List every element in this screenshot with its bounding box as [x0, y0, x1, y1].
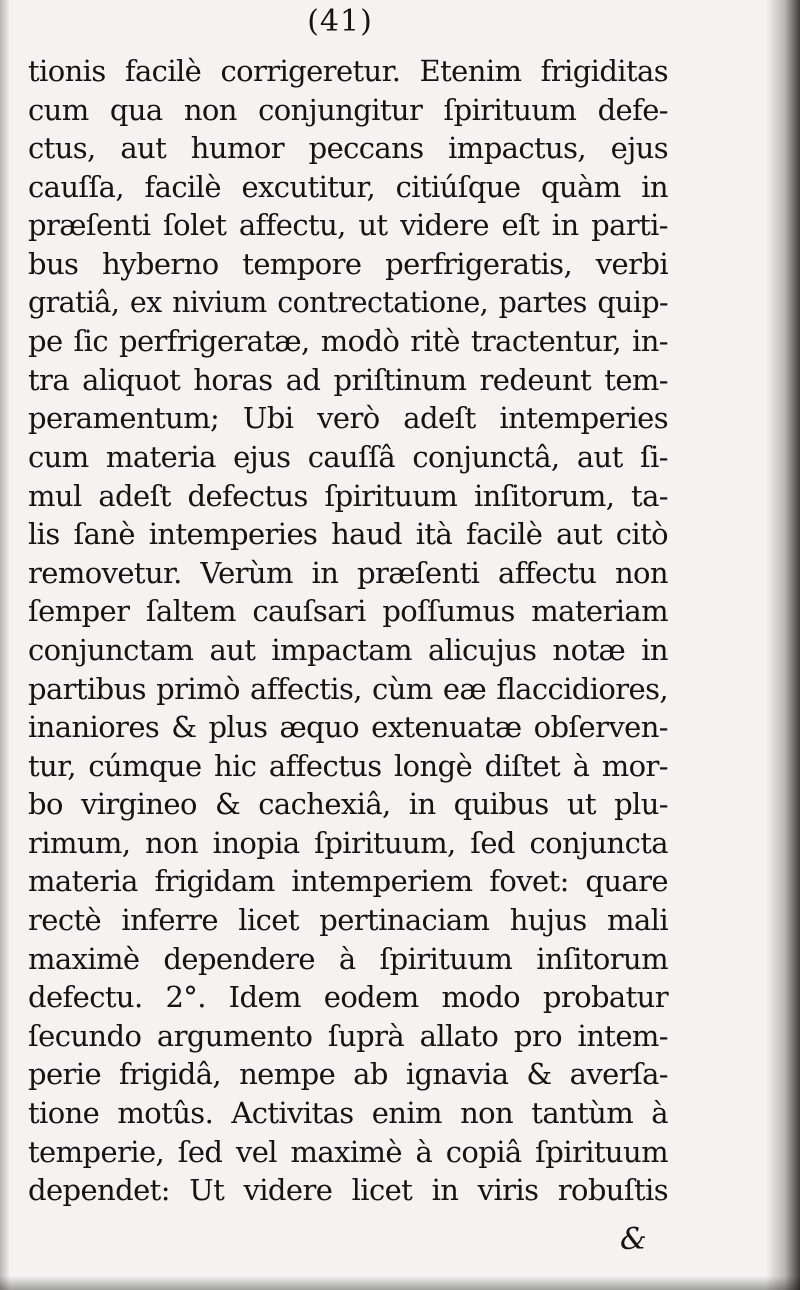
text-line: maximè dependere à ſpirituum inſitorum — [28, 941, 668, 976]
text-line: tione motûs. Activitas enim non tantùm à — [28, 1096, 668, 1131]
text-line: præſenti ſolet affectu, ut videre eſt in parti- — [28, 208, 668, 243]
text-line: ſemper ſaltem cauſsari poſſumus materiam — [28, 594, 668, 629]
text-line: cum materia ejus cauſſâ conjunctâ, aut ſi- — [28, 439, 668, 474]
text-line: perie frigidâ, nempe ab ignavia & averſa- — [28, 1057, 668, 1092]
text-line: bus hyberno tempore perfrigeratis, verbi — [28, 246, 668, 281]
text-line: conjunctam aut impactam alicujus notæ in — [28, 632, 668, 667]
text-line: peramentum; Ubi verò adeſt intemperies — [28, 401, 668, 436]
text-line: tur, cúmque hic affectus longè diſtet à mor- — [28, 748, 668, 783]
text-line: tionis facilè corrigeretur. Etenim frigiditas — [28, 54, 668, 88]
text-line: materia frigidam intemperiem fovet: quare — [28, 864, 668, 899]
text-line: mul adeſt defectus ſpirituum inſitorum, ta- — [28, 478, 668, 513]
page-left-edge-shadow — [0, 0, 10, 1290]
page-right-edge-shadow — [766, 0, 800, 1290]
text-line: ctus, aut humor peccans impactus, ejus — [28, 131, 668, 166]
text-line: tra aliquot horas ad priſtinum redeunt tem- — [28, 362, 668, 397]
text-line: temperie, ſed vel maximè à copiâ ſpirituum — [28, 1134, 668, 1169]
catchword: & — [620, 1222, 647, 1257]
text-line: cum qua non conjungitur ſpirituum defe- — [28, 92, 668, 127]
text-line: gratiâ, ex nivium contrectatione, partes quip- — [28, 285, 668, 319]
text-line: rimum, non inopia ſpirituum, ſed conjuncta — [28, 825, 668, 860]
text-line: lis ſanè intemperies haud ità facilè aut citò — [28, 517, 668, 552]
text-line: removetur. Verùm in præſenti affectu non — [28, 555, 668, 590]
text-line: inaniores & plus æquo extenuatæ obſerven- — [28, 710, 668, 745]
text-line: pe ſic perfrigeratæ, modò ritè tractentur, in- — [28, 324, 668, 359]
text-line: rectè inferre licet pertinaciam hujus mali — [28, 903, 668, 938]
text-line: cauſſa, facilè excutitur, citiúſque quàm in — [28, 169, 668, 204]
page-bottom-edge-shadow — [0, 1276, 800, 1290]
text-line: partibus primò affectis, cùm eæ flaccidiores, — [28, 671, 668, 706]
page-number: (41) — [307, 4, 373, 39]
text-line: dependet: Ut videre licet in viris robuſtis — [28, 1173, 668, 1208]
text-line: bo virgineo & cachexiâ, in quibus ut plu- — [28, 787, 668, 822]
text-line: defectu. 2°. Idem eodem modo probatur — [28, 980, 668, 1015]
text-line: ſecundo argumento ſuprà allato pro intem- — [28, 1018, 668, 1053]
text-body — [28, 52, 668, 1210]
